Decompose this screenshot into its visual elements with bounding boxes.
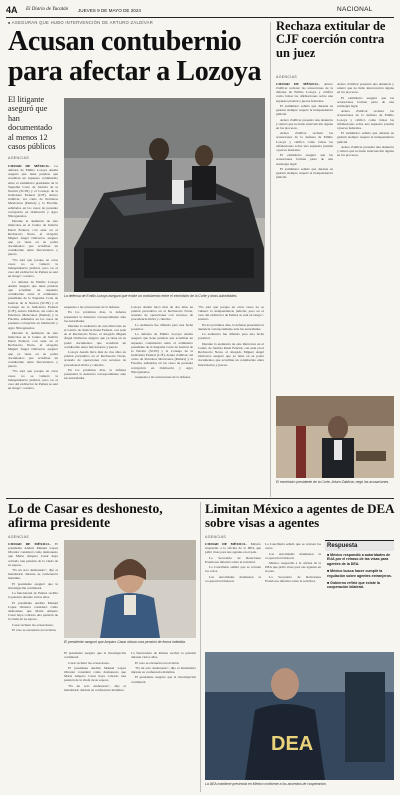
bullet-icon: ■ [327,569,331,574]
bottom-right-agency: AGENCIAS [205,535,226,539]
response-item: ■ México busca hacer cumplir la regulación sobre agentes extranjeros. [327,569,392,578]
bottom-left-col-2: El presidente aseguró que la investigación continuará. Casar rechazó las acusaciones. El presidente Andrés Manuel López Obrador consideró como deshonesto que María Amparo Casar haya cobrado una pensión de la viuda de su esposo. "Es un acto deshonesto", dijo el mandatario durante su conferencia matutina. [64,651,126,692]
main-agency: AGENCIAS [8,156,29,160]
issue-date: JUEVES 9 DE MAYO DE 2024 [78,7,141,13]
main-col-1: CIUDAD DE MÉXICO.- La defensa de Emilio Lozoya Austin aseguró que tiene pruebas que acreditan un supuesto contubernio entre el exministro presidente de la Suprema Corte de Justicia de la Nación (SCJN) y el Consejo de la Judicatura Federal (CJF), Arturo Zaldívar, así como de Petróleos Mexicanos (Pemex) y la Fiscalía, señalados en los casos de presunta corrupción en Odebrecht y Agro Nitrogenados. Durante la audiencia de este miércoles en el Centro de Justicia Penal Federal, con sede en el Reclusorio Norte, el abogado Miguel Ángel Ontiveros aseguró que ya tiene en su poder documentos que acreditan un contubernio entre funcionarios y jueces. "No está que porque en otros casos no se vulneró la independencia judicial, pero en el caso del exdirector de Pemex se está en riesgo", sostuvo. La defensa de Emilio Lozoya Austin aseguró que tiene pruebas que acreditan un supuesto contubernio entre el exministro presidente de la Suprema Corte de Justicia de la Nación (SCJN) y el Consejo de la Judicatura Federal (CJF), Arturo Zaldívar, así como de Petróleos Mexicanos (Pemex) y la Fiscalía, señalados en los casos de presunta corrupción en Odebrecht y Agro Nitrogenados. Durante la audiencia de este miércoles en el Centro de Justicia Penal Federal, con sede en el Reclusorio Norte, el abogado Miguel Ángel Ontiveros aseguró que ya tiene en su poder documentos que acreditan un contubernio entre funcionarios y jueces. "No está que porque en otros casos no se vulneró la independencia judicial, pero en el caso del exdirector de Pemex se está en riesgo", sostuvo. [8,164,58,391]
right-col-1: CIUDAD DE MÉXICO.- Arturo Zaldívar rechazó las acusaciones de la defensa de Emilio Lozoya y calificó como falsas las afirmaciones sobre una supuesta presión a jueces federales. El exministro señaló que durante su gestión siempre respetó la independencia judicial. Arturo Zaldívar presentó una denuncia y reiteró que no hubo intervención alguna en los procesos. Arturo Zaldívar rechazó las acusaciones de la defensa de Emilio Lozoya y calificó como falsas las afirmaciones sobre una supuesta presión a jueces federales. El exministro aseguró que las acusaciones forman parte de una estrategia legal. El exministro señaló que durante su gestión siempre respetó la independencia judicial. [276,82,333,180]
response-box [325,540,394,649]
bullet-icon: ■ [8,21,12,25]
bullet-icon: ■ [327,553,331,557]
bottom-left-photo [64,540,196,638]
main-col-4: "No está que porque en otros casos no se vulneró la independencia judicial, pero en el caso del exdirector de Pemex se está en riesgo", sostuvo. En los próximos días, la defensa presentará la denuncia correspondiente ante las autoridades. La audiencia fue diferida para una fecha posterior. Durante la audiencia de este miércoles en el Centro de Justicia Penal Federal, con sede en el Reclusorio Norte, el abogado Miguel Ángel Ontiveros aseguró que ya tiene en su poder documentos que acreditan un contubernio entre funcionarios y jueces. [198,305,264,367]
main-dateline: CIUDAD DE MÉXICO.- [8,164,51,168]
bottom-left-photo-caption: El presidente aseguró que Amparo Casar obtuvo una pensión de forma indebida. [64,640,186,644]
bottom-right-col-2: La Cancillería señaló que se revisan los casos. Las autoridades mantienen la cooperación bilateral. México respondió a la oficina de la DEA que pidió visas para sus agentes en el país. La Secretaría de Relaciones Exteriores informó sobre la solicitud. [265,542,321,583]
response-item: ■ México respondió a autoridades de EUA por el retraso de las visas para agentes de la DEA. [327,553,391,566]
svg-text:DEA: DEA [271,733,314,755]
bottom-right-dateline: CIUDAD DE MÉXICO.- [205,542,247,546]
divider-bottom-middle [200,502,201,792]
main-headline: Acusan contubernio para afectar a Lozoya [8,26,262,87]
bottom-left-agency: AGENCIAS [8,535,29,539]
section-name: NACIONAL [337,6,373,13]
right-photo-caption: El exministro presidente de la Corte, Arturo Zaldívar, negó las acusaciones. [276,480,390,484]
divider-bottom [6,498,394,499]
main-kicker: ■ ASEGURAN QUE HUBO INTERVENCIÓN DE ARTURO ZALDÍVAR [8,20,154,25]
divider-main-right [270,22,271,497]
main-col-2: respuesta a las acusaciones de la defensa. En los próximos días, la defensa presentará la denuncia correspondiente ante las autoridades. Durante la audiencia de este miércoles en el Centro de Justicia Penal Federal, con sede en el Reclusorio Norte, el abogado Miguel Ángel Ontiveros aseguró que ya tiene en su poder documentos que acreditan un contubernio entre funcionarios y jueces. Lozoya Austin lleva más de dos años en prisión preventiva en el Reclusorio Norte, acusado de operaciones con recursos de procedencia ilícita y cohecho. En los próximos días, la defensa presentará la denuncia correspondiente ante las autoridades. [64,305,126,381]
bottom-right-col-1: CIUDAD DE MÉXICO.- México respondió a la oficina de la DEA que pidió visas para sus agentes en el país. La Secretaría de Relaciones Exteriores informó sobre la solicitud. La Cancillería señaló que se revisan los casos. Las autoridades mantienen la cooperación bilateral. [205,542,261,583]
response-title: Respuesta [325,541,394,551]
bottom-left-headline: Lo de Casar es deshonesto, afirma presidente [8,501,163,531]
bottom-left-col-3: La funcionaria de Pemex recibió la pensión durante varios años. El caso se encuentra en revisión. "Es un acto deshonesto", dijo el mandatario durante su conferencia matutina. El presidente aseguró que la investigación continuará. [131,651,196,684]
bottom-left-dateline: CIUDAD DE MÉXICO.- [8,542,51,546]
bottom-left-col-1: CIUDAD DE MÉXICO.- El presidente Andrés Manuel López Obrador consideró como deshonesto que María Amparo Casar haya cobrado una pensión de la viuda de su esposo. "Es un acto deshonesto", dijo el mandatario durante su conferencia matutina. El presidente aseguró que la investigación continuará. La funcionaria de Pemex recibió la pensión durante varios años. El presidente Andrés Manuel López Obrador consideró como deshonesto que María Amparo Casar haya cobrado una pensión de la viuda de su esposo. Casar rechazó las acusaciones. El caso se encuentra en revisión. [8,542,58,633]
right-agency: AGENCIAS [276,75,297,79]
bottom-right-headline: Limitan México a agentes de DEA sobre visas a agentes [205,501,394,530]
response-list [325,551,394,592]
main-photo [64,98,265,292]
main-deck: El litigante aseguró que han documentado al menos 12 casos públicos [8,95,56,152]
main-photo-caption: La defensa de Emilio Lozoya aseguró que existe un contubernio entre el exministro de la Corte y otras autoridades. [64,294,238,298]
right-col-2: Arturo Zaldívar presentó una denuncia y reiteró que no hubo intervención alguna en los procesos. El exministro aseguró que las acusaciones forman parte de una estrategia legal. Arturo Zaldívar rechazó las acusaciones de la defensa de Emilio Lozoya y calificó como falsas las afirmaciones sobre una supuesta presión a jueces federales. El exministro señaló que durante su gestión siempre respetó la independencia judicial. Arturo Zaldívar presentó una denuncia y reiteró que no hubo intervención alguna en los procesos. [337,82,394,158]
bottom-right-photo-caption: La DEA mantiene presencia en México conforme a los acuerdos de cooperación. [205,782,327,786]
right-dateline: CIUDAD DE MÉXICO.- [276,82,320,86]
right-photo [276,396,394,478]
header-rule [6,17,394,18]
page-number: 4A [6,5,18,15]
response-item: ■ Gobierno refirió que existe la cooperación bilateral. [327,581,380,590]
bottom-right-photo [205,652,394,780]
main-col-3: Lozoya Austin lleva más de dos años en prisión preventiva en el Reclusorio Norte, acusado de operaciones con recursos de procedencia ilícita y cohecho. La audiencia fue diferida para una fecha posterior. La defensa de Emilio Lozoya Austin aseguró que tiene pruebas que acreditan un supuesto contubernio entre el exministro presidente de la Suprema Corte de Justicia de la Nación (SCJN) y el Consejo de la Judicatura Federal (CJF), Arturo Zaldívar, así como de Petróleos Mexicanos (Pemex) y la Fiscalía, señalados en los casos de presunta corrupción en Odebrecht y Agro Nitrogenados. respuesta a las acusaciones de la defensa. [131,305,193,380]
newspaper-name: El Diario de Yucatán [26,7,69,12]
right-headline: Rechaza extitular de CJF coerción contra un juez [276,19,386,60]
bullet-icon: ■ [327,581,331,586]
page-header [6,4,394,17]
